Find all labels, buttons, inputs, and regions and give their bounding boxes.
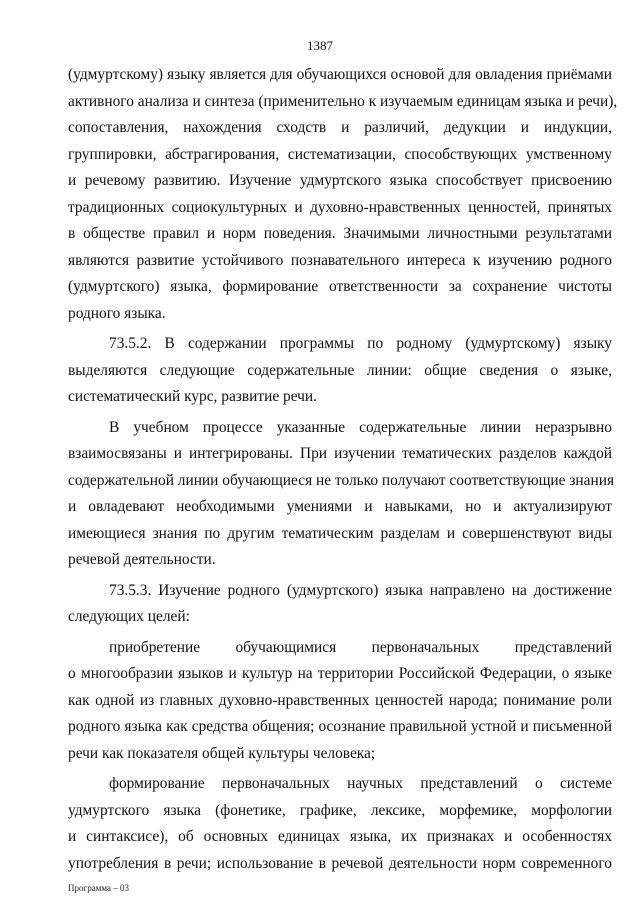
- page-number: 1387: [307, 38, 333, 53]
- text-line: следующих целей:: [68, 608, 190, 625]
- text-line: являются развитие устойчивого познавательного интереса к изучению родного: [68, 251, 612, 269]
- text-line: систематический курс, развитие речи.: [68, 388, 317, 405]
- footer-label: Программа – 03: [68, 883, 130, 893]
- text-line: группировки, абстрагирования, систематизации, способствующих умственному: [68, 145, 612, 163]
- text-line: в обществе правил и норм поведения. Значимыми личностными результатами: [68, 225, 612, 242]
- text-line: речи как показателя общей культуры человека;: [68, 744, 376, 762]
- text-line: содержательной линии обучающиеся не только получают соответствующие знания: [68, 471, 615, 489]
- paragraph-goal-2: [68, 771, 612, 877]
- text-line: традиционных социокультурных и духовно-нравственных ценностей, принятых: [68, 198, 612, 216]
- text-line: и синтаксисе), об основных единицах языка, их признаках и особенностях: [68, 828, 612, 845]
- paragraph-73-5-2: [68, 331, 612, 411]
- text-line: удмуртского языка (фонетике, графике, лексике, морфемике, морфологии: [68, 801, 612, 819]
- paragraph-goal-1: [68, 635, 612, 768]
- text-line: сопоставления, нахождения сходств и различий, дедукции и индукции,: [68, 119, 612, 136]
- text-line: выделяются следующие содержательные линии: общие сведения о языке,: [68, 361, 612, 379]
- text-line: взаимосвязаны и интегрированы. При изучении тематических разделов каждой: [68, 445, 612, 462]
- text-line: и овладевают необходимыми умениями и навыками, но и актуализируют: [68, 498, 612, 515]
- text-line: как одной из главных духовно-нравственных ценностей народа; понимание роли: [68, 691, 612, 709]
- text-line: родного языка как средства общения; осознание правильной устной и письменной: [68, 718, 612, 735]
- text-line: В учебном процессе указанные содержательные линии неразрывно: [109, 418, 612, 436]
- text-line: 73.5.3. Изучение родного (удмуртского) языка направлено на достижение: [109, 581, 612, 599]
- text-line: имеющиеся знания по другим тематическим разделам и совершенствуют виды: [68, 524, 612, 542]
- paragraph-73-5-3: [68, 578, 612, 631]
- text-line: приобретение обучающимися первоначальных представлений: [109, 638, 612, 656]
- paragraph-3: [68, 415, 615, 574]
- text-line: формирование первоначальных научных представлений о системе: [109, 775, 612, 792]
- text-line: речевой деятельности.: [68, 551, 216, 568]
- text-line: активного анализа и синтеза (применительно к изучаемым единицам языка и речи),: [68, 92, 618, 110]
- text-line: и речевому развитию. Изучение удмуртского языка способствует присвоению: [68, 172, 612, 189]
- text-line: о многообразии языков и культур на территории Российской Федерации, о языке: [68, 665, 612, 682]
- document-body: [68, 62, 618, 877]
- text-line: употребления в речи; использование в речевой деятельности норм современного: [68, 854, 612, 872]
- paragraph-1: [68, 62, 618, 327]
- text-line: родного языка.: [68, 304, 166, 322]
- text-line: (удмуртского) языка, формирование ответственности за сохранение чистоты: [68, 278, 612, 295]
- text-line: 73.5.2. В содержании программы по родному (удмуртскому) языку: [109, 335, 612, 352]
- text-line: (удмуртскому) языку является для обучающихся основой для овладения приёмами: [68, 66, 612, 83]
